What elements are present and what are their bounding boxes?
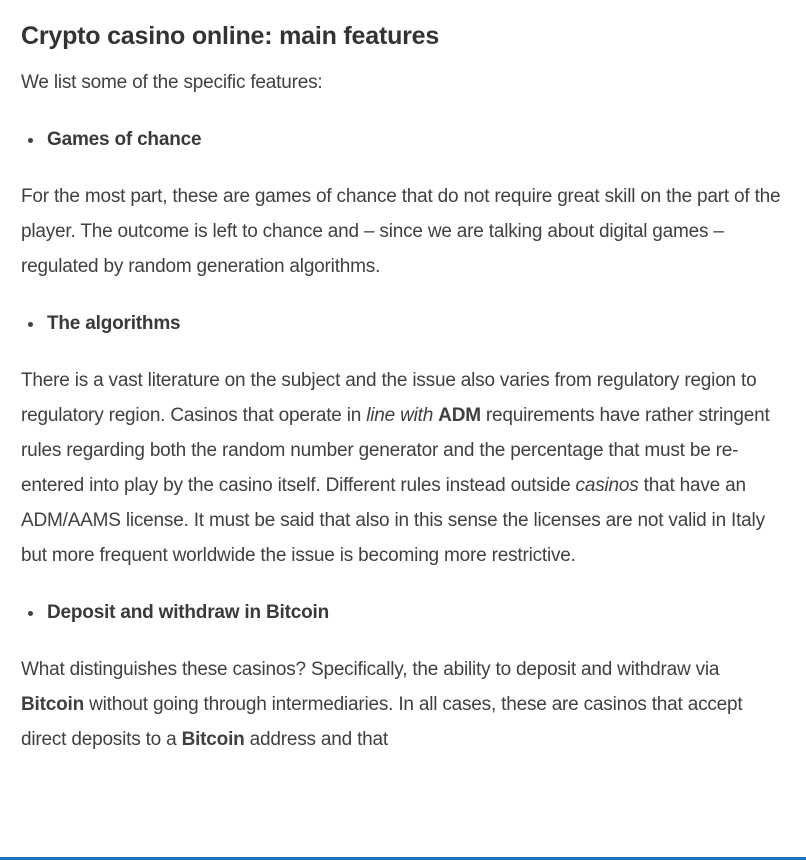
- text-run: without going through intermediaries. In all cases, these are casinos that accept direct deposits to a: [21, 694, 743, 750]
- text-run: For the most part, these are games of chance that do not require great skill on the part of the player. The outcome is left to chance and – since we are talking about digital games – regulated by random generation algorithms.: [21, 186, 781, 277]
- text-run: requirements have rather stringent rules regarding both the random number generator and the percentage that must be re-entered into play by the casino itself. Different rules instead outside: [21, 405, 770, 496]
- bullet-item-games-of-chance: [45, 122, 785, 157]
- text-run: What distinguishes these casinos? Specifically, the ability to deposit and withdraw via: [21, 659, 720, 680]
- text-run: that have an ADM/AAMS license. It must be said that also in this sense the licenses are not valid in Italy but more frequent worldwide the issue is becoming more restrictive.: [21, 475, 765, 566]
- bullet-list-deposit-withdraw: [21, 595, 785, 630]
- bullet-item-algorithms: [45, 306, 785, 341]
- text-run: address and that: [244, 729, 388, 750]
- text-run: Bitcoin: [181, 729, 245, 750]
- text-run: line with: [366, 405, 434, 426]
- bullet-list-algorithms: [21, 306, 785, 341]
- article-page: [0, 21, 806, 757]
- text-run: There is a vast literature on the subject and the issue also varies from regulatory region to regulatory region. Casinos that operate in: [21, 370, 757, 426]
- text-run: Bitcoin: [21, 694, 84, 715]
- bullet-list-games-of-chance: [21, 122, 785, 157]
- paragraph-deposit-withdraw: [21, 652, 785, 757]
- bullet-item-label: Deposit and withdraw in Bitcoin: [47, 602, 329, 623]
- paragraph-algorithms: [21, 363, 785, 573]
- text-run: ADM: [438, 405, 481, 426]
- bullet-item-label: Games of chance: [47, 129, 202, 150]
- bullet-item-label: The algorithms: [47, 313, 181, 334]
- text-run: casinos: [575, 475, 639, 496]
- bullet-item-deposit-withdraw: [45, 595, 785, 630]
- paragraph-games-of-chance: [21, 179, 785, 284]
- intro-paragraph: We list some of the specific features:: [21, 72, 323, 93]
- page-title: Crypto casino online: main features: [21, 22, 440, 50]
